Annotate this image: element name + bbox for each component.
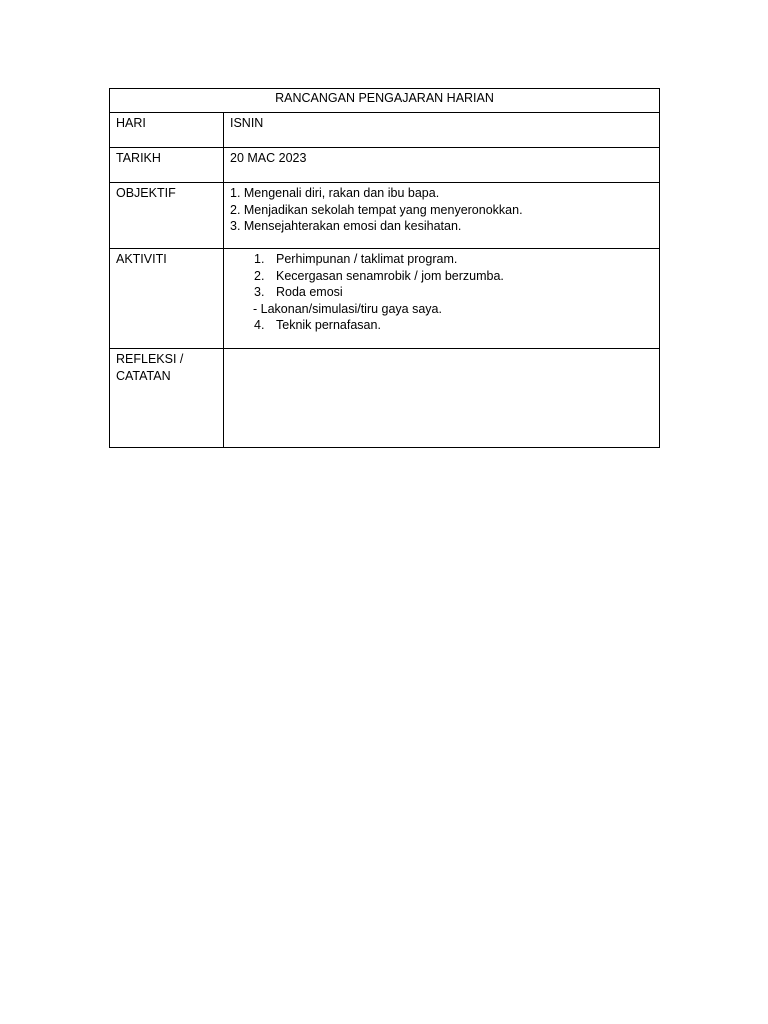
tarikh-value: 20 MAC 2023 [224,148,660,183]
aktiviti-item-text: Kecergasan senamrobik / jom berzumba. [276,268,504,283]
aktiviti-value [224,249,660,349]
table-title-row [110,89,660,113]
objektif-item: 3. Mensejahterakan emosi dan kesihatan. [230,219,462,233]
table-row [110,183,660,249]
aktiviti-label: AKTIVITI [110,249,224,349]
table-title: RANCANGAN PENGAJARAN HARIAN [110,89,660,113]
tarikh-label: TARIKH [110,148,224,183]
objektif-item: 2. Menjadikan sekolah tempat yang menyeronokkan. [230,202,523,217]
table-row [110,249,660,349]
lesson-plan-table [109,88,660,448]
aktiviti-sub-item: - Lakonan/simulasi/tiru gaya saya. [253,301,442,316]
table-row [110,113,660,148]
aktiviti-item-text: Teknik pernafasan. [276,318,381,332]
aktiviti-item-number: 4. [254,318,265,332]
aktiviti-item [230,284,653,301]
aktiviti-item-number: 3. [254,285,265,299]
objektif-item: 1. Mengenali diri, rakan dan ibu bapa. [230,186,440,200]
aktiviti-item [230,317,653,334]
table-row [110,349,660,448]
hari-value: ISNIN [224,113,660,148]
objektif-value [224,183,660,249]
refleksi-label [110,349,224,448]
aktiviti-item-number: 2. [254,268,265,283]
refleksi-label-line: CATATAN [116,368,171,383]
hari-label: HARI [110,113,224,148]
aktiviti-item-text: Roda emosi [276,285,343,299]
aktiviti-item-number: 1. [254,252,265,266]
refleksi-label-line: REFLEKSI / [116,352,184,366]
table-row [110,148,660,183]
aktiviti-item [230,251,653,268]
refleksi-value [224,349,660,448]
aktiviti-item-text: Perhimpunan / taklimat program. [276,252,458,266]
objektif-label: OBJEKTIF [110,183,224,249]
aktiviti-item [230,268,653,285]
